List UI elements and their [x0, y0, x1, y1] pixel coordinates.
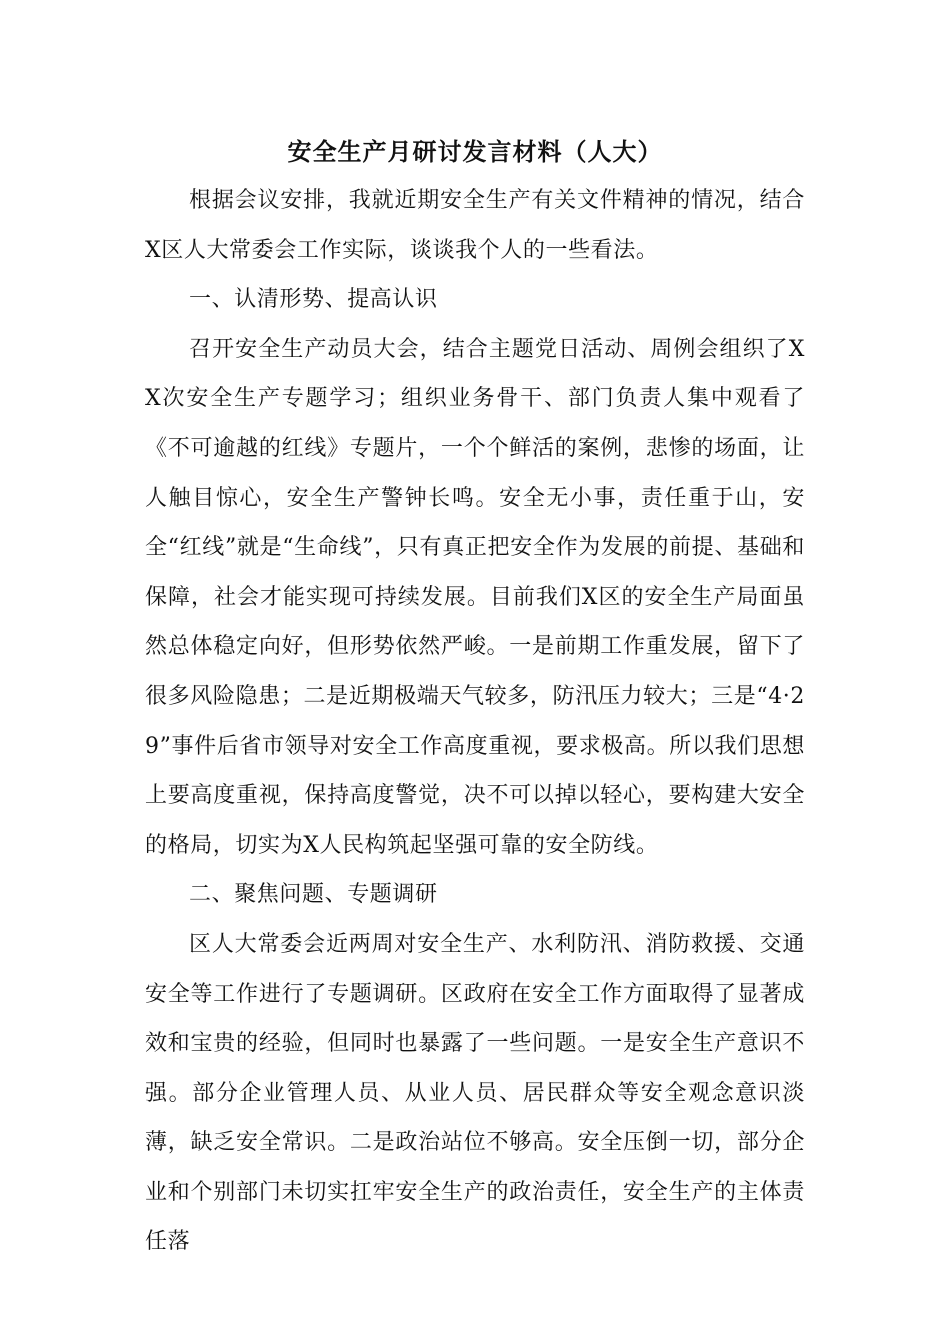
- section-heading-1: 一、认清形势、提高认识: [189, 287, 438, 313]
- document-body: [145, 176, 805, 1267]
- section-heading-2: 二、聚焦问题、专题调研: [189, 882, 438, 908]
- document-title: 安全生产月研讨发言材料（人大）: [287, 137, 663, 166]
- intro-paragraph: 根据会议安排，我就近期安全生产有关文件精神的情况，结合X区人大常委会工作实际，谈谈我个人的一些看法。: [145, 188, 805, 263]
- section-2-paragraph: 区人大常委会近两周对安全生产、水利防汛、消防救援、交通安全等工作进行了专题调研。区政府在安全工作方面取得了显著成效和宝贵的经验，但同时也暴露了一些问题。一是安全生产意识不强。部分企业管理人员、从业人员、居民群众等安全观念意识淡薄，缺乏安全常识。二是政治站位不够高。安全压倒一切，部分企业和个别部门未切实扛牢安全生产的政治责任，安全生产的主体责任落: [145, 931, 805, 1255]
- section-1-paragraph: 召开安全生产动员大会，结合主题党日活动、周例会组织了XX次安全生产专题学习；组织业务骨干、部门负责人集中观看了《不可逾越的红线》专题片，一个个鲜活的案例，悲惨的场面，让人触目惊心，安全生产警钟长鸣。安全无小事，责任重于山，安全“红线”就是“生命线”，只有真正把安全作为发展的前提、基础和保障，社会才能实现可持续发展。目前我们X区的安全生产局面虽然总体稳定向好，但形势依然严峻。一是前期工作重发展，留下了很多风险隐患；二是近期极端天气较多，防汛压力较大；三是“4·29”事件后省市领导对安全工作高度重视，要求极高。所以我们思想上要高度重视，保持高度警觉，决不可以掉以轻心，要构建大安全的格局，切实为X人民构筑起坚强可靠的安全防线。: [145, 336, 805, 858]
